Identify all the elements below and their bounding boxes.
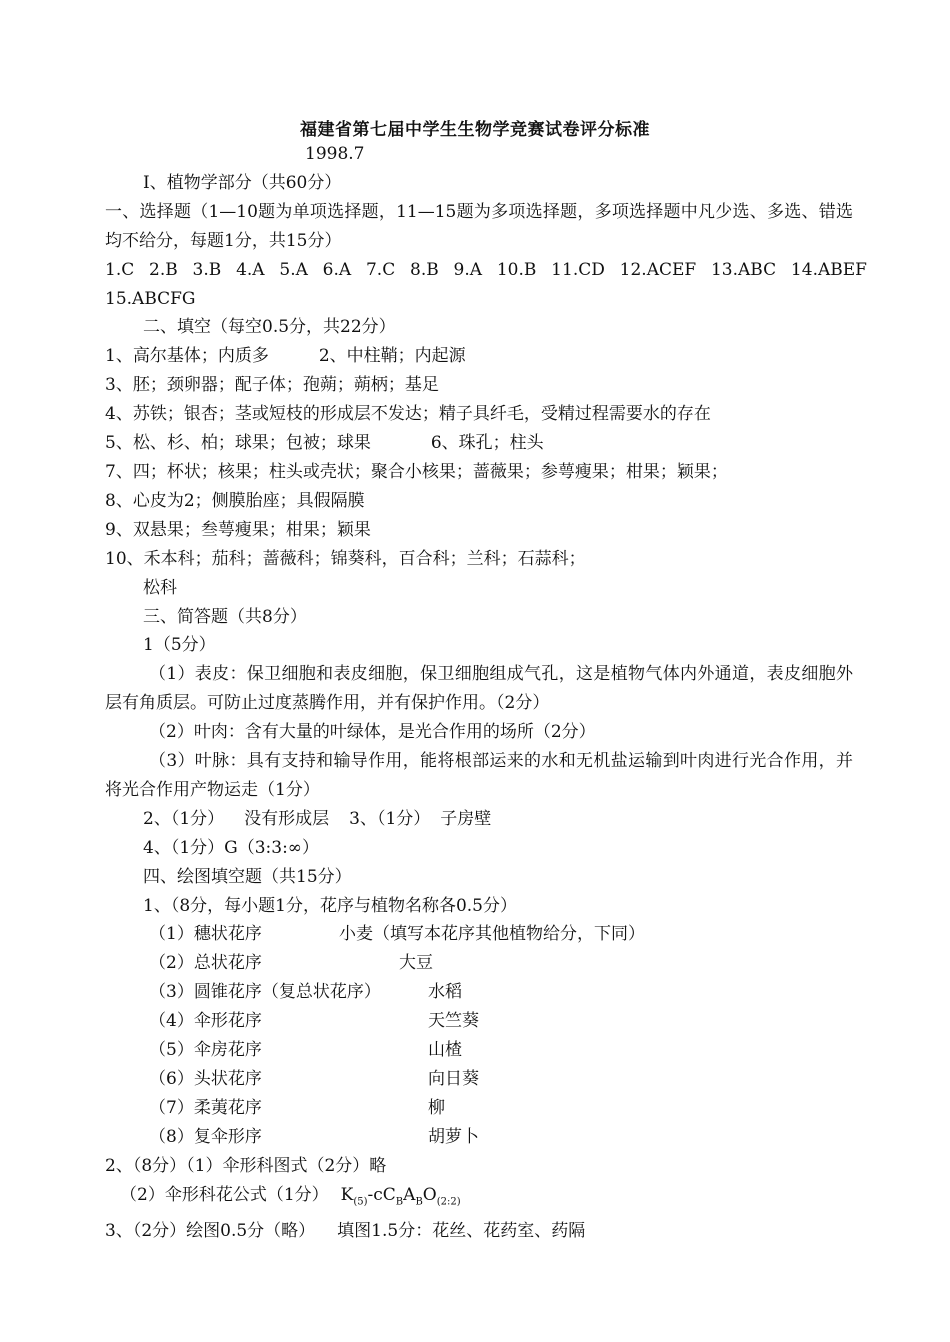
fill-line-1 [105, 342, 853, 371]
section-heading-choice: 一、选择题（1—10题为单项选择题，11—15题为多项选择题，多项选择题中凡少选、多选、错选均不给分，每题1分，共15分） [105, 201, 853, 251]
choice-answers: 1.C 2.B 3.B 4.A 5.A 6.A 7.C 8.B 9.A 10.B 11.CD 12.ACEF 13.ABC 14.ABEF [105, 259, 867, 280]
q2-label: 2、（1分） [143, 808, 225, 829]
section-heading-short: 三、简答题（共8分） [143, 606, 307, 627]
answer-2-3 [105, 805, 853, 834]
inflorescence-list [105, 920, 853, 1151]
fill-9: 9、双悬果；叁萼瘦果；柑果；颖果 [105, 519, 371, 540]
inflorescence-row: （8）复伞形序 胡萝卜 [149, 1126, 479, 1147]
question-1: 1（5分） [143, 635, 216, 656]
inflorescence-row: （2）总状花序 大豆 [149, 953, 433, 974]
fill-1: 1、高尔基体；内质多 [105, 346, 269, 367]
inflorescence-row: （7）柔荑花序 柳 [149, 1097, 445, 1118]
answer-4: 4、（1分）G（3:3:∞） [143, 837, 319, 858]
fill-7: 7、四；杯状；核果；柱头或壳状；聚合小核果；蔷薇果；参萼瘦果；柑果；颖果； [105, 461, 728, 482]
fill-4: 4、苏铁；银杏；茎或短枝的形成层不发达；精子具纤毛，受精过程需要水的存在 [105, 404, 711, 425]
fill-8: 8、心皮为2；侧膜胎座；具假隔膜 [105, 490, 365, 511]
inflorescence-row: （3）圆锥花序（复总状花序） 水稻 [149, 982, 462, 1003]
fill-5: 5、松、杉、柏；球果；包被；球果 [105, 433, 371, 454]
inflorescence-row: （1）穗状花序 小麦（填写本花序其他植物给分，下同） [149, 924, 645, 945]
choice-answers-2: 15.ABCFG [105, 288, 196, 309]
drawing-2: 2、（8分）（1）伞形科图式（2分）略 [105, 1155, 387, 1176]
fill-line-5 [105, 429, 853, 458]
fill-2: 2、中柱鞘；内起源 [318, 346, 466, 367]
document-body [105, 140, 867, 1246]
fill-3: 3、胚；颈卵器；配子体；孢蒴；蒴柄；基足 [105, 375, 439, 396]
section-heading-fill: 二、填空（每空0.5分，共22分） [143, 317, 396, 338]
q3-answer: 子房壁 [440, 808, 492, 829]
document-title: 福建省第七届中学生生物学竞赛试卷评分标准 [300, 120, 650, 140]
fill-6: 6、珠孔；柱头 [430, 433, 544, 454]
drawing-3: 3、（2分）绘图0.5分（略） 填图1.5分：花丝、花药室、药隔 [105, 1220, 586, 1241]
inflorescence-row: （4）伞形花序 天竺葵 [149, 1011, 479, 1032]
inflorescence-row: （5）伞房花序 山楂 [149, 1040, 462, 1061]
document-date: 1998.7 [305, 144, 365, 164]
part-heading: I、植物学部分（共60分） [143, 172, 342, 193]
flower-formula: $K_{(5)}-cC_BA_BO_{(2:2)}$ [340, 1184, 461, 1208]
answer-1-1: （1）表皮：保卫细胞和表皮细胞，保卫细胞组成气孔，这是植物气体内外通道，表皮细胞外层有角质层。可防止过度蒸腾作用，并有保护作用。（2分） [105, 664, 853, 714]
drawing-1: 1、（8分，每小题1分，花序与植物名称各0.5分） [143, 895, 517, 916]
answer-1-3: （3）叶脉：具有支持和输导作用，能将根部运来的水和无机盐运输到叶肉进行光合作用，并将光合作用产物运走（1分） [105, 751, 853, 800]
fill-10: 10、禾本科；茄科；蔷薇科；锦葵科，百合科；兰科；石蒜科； [105, 548, 586, 569]
fill-10-cont: 松科 [143, 577, 177, 598]
inflorescence-row: （6）头状花序 向日葵 [149, 1069, 479, 1089]
answer-1-2: （2）叶肉：含有大量的叶绿体，是光合作用的场所（2分） [149, 722, 596, 743]
q3-label: 3、（1分） [349, 808, 431, 829]
section-heading-drawing: 四、绘图填空题（共15分） [143, 866, 352, 887]
flower-formula-line [105, 1181, 853, 1217]
formula-label: （2）伞形科花公式（1分） [120, 1184, 329, 1205]
q2-answer: 没有形成层 [244, 808, 330, 829]
